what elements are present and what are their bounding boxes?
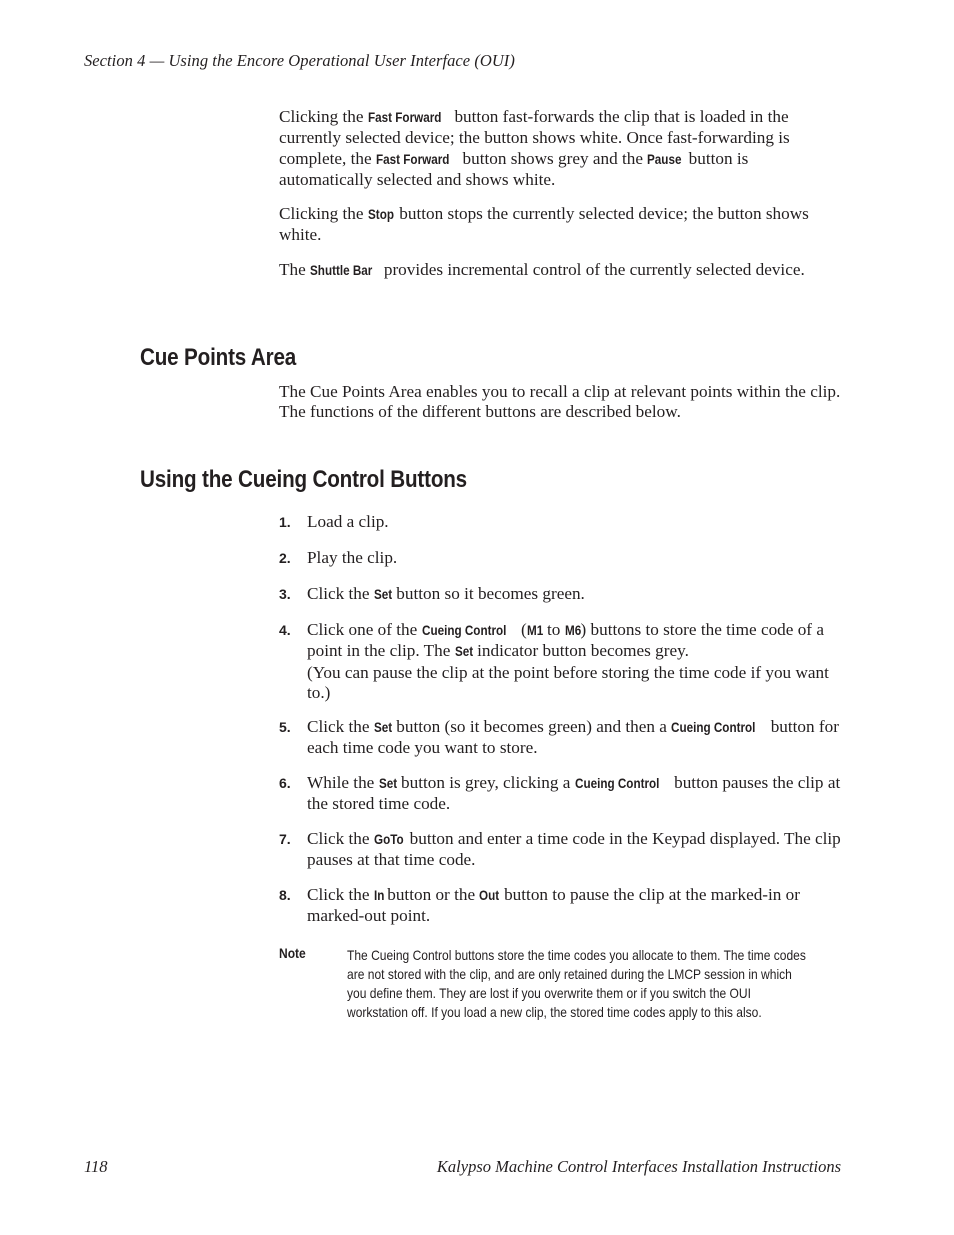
heading-cue-points-area: Cue Points Area — [140, 344, 297, 371]
intro-paragraph-shuttle-bar: The Shuttle Bar provides incremental control of the currently selected device. — [279, 260, 841, 281]
ui-term: Cueing Control — [671, 720, 756, 735]
ui-term: M1 — [526, 623, 544, 638]
ui-term: GoTo — [373, 832, 404, 847]
ui-term: Set — [373, 720, 393, 735]
ui-term: Set — [373, 587, 393, 602]
cue-points-paragraph: The Cue Points Area enables you to recall a clip at relevant points within the clip. The functions of the different buttons are described below. — [279, 382, 841, 422]
ui-term: Stop — [367, 207, 394, 222]
ui-term: Cueing Control — [574, 776, 660, 791]
running-head: Section 4 — Using the Encore Operational User Interface (OUI) — [84, 51, 515, 70]
ui-term: Cueing Control — [421, 623, 506, 638]
intro-paragraph-fast-forward: Clicking the Fast Forward button fast-forwards the clip that is loaded in the currently selected device; the button shows white. Once fast-forwarding is complete, the Fast Forward button shows grey and the Pause button is automatically selected and shows white. — [279, 107, 790, 189]
ui-term: Out — [479, 888, 500, 903]
ui-term: Fast Forward — [367, 110, 442, 125]
intro-paragraph-stop: Clicking the Stop button stops the currently selected device; the button shows white. — [279, 204, 809, 245]
ui-term: Shuttle Bar — [310, 263, 373, 278]
ui-term: In — [373, 888, 385, 903]
ui-term: M6 — [564, 623, 581, 638]
footer-doc-title: Kalypso Machine Control Interfaces Installation Instructions — [436, 1157, 841, 1176]
note-text: The Cueing Control buttons store the time codes you allocate to them. The time codes are not stored with the clip, and are only retained during the LMCP session in which you define them. They are lost if you overwrite them or if you switch the OUI workstation off. If you load a new clip, the stored time codes apply to this also. — [347, 947, 806, 1021]
ui-term: Set — [378, 776, 397, 791]
heading-cueing-control-buttons: Using the Cueing Control Buttons — [140, 466, 468, 493]
note-label: Note — [279, 945, 306, 961]
ui-term: Pause — [647, 151, 682, 167]
page-number: 118 — [84, 1157, 108, 1176]
ui-term: Set — [454, 644, 473, 660]
ui-term: Fast Forward — [375, 151, 450, 167]
